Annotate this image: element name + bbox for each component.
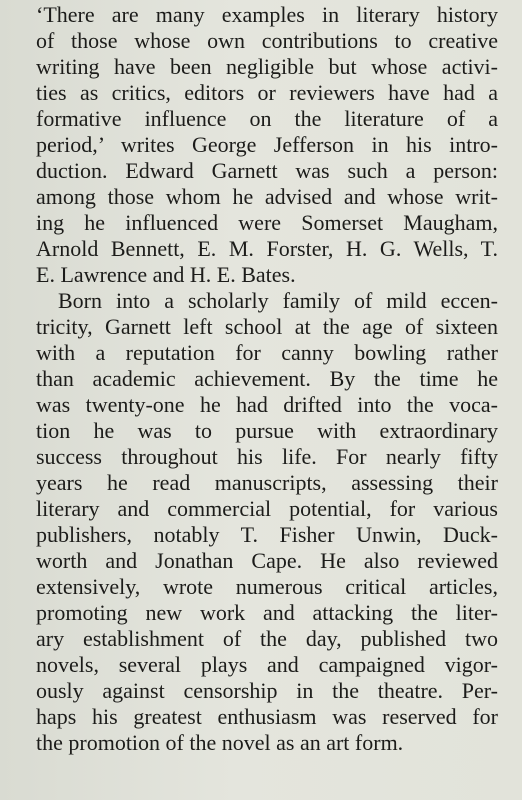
text-line: ‘There are many examples in literary history [36,2,498,27]
text-line: ary establishment of the day, published two [36,626,498,651]
text-line: among those whom he advised and whose writ- [36,184,498,209]
text-line: tricity, Garnett left school at the age of sixteen [36,314,498,339]
text-line: years he read manuscripts, assessing their [36,470,498,495]
text-line: formative influence on the literature of a [36,106,498,131]
text-line: worth and Jonathan Cape. He also reviewed [36,548,498,573]
text-line: than academic achievement. By the time he [36,366,498,391]
text-line: the promotion of the novel as an art form. [36,730,404,755]
cropped-next-line [0,793,522,800]
text-line: publishers, notably T. Fisher Unwin, Duck- [36,522,498,547]
text-line: success throughout his life. For nearly fifty [36,444,498,469]
text-line: ties as critics, editors or reviewers have had a [36,80,498,105]
text-line: literary and commercial potential, for various [36,496,498,521]
text-line: period,’ writes George Jefferson in his intro- [36,132,498,157]
text-line: promoting new work and attacking the liter- [36,600,498,625]
text-line: with a reputation for canny bowling rather [36,340,498,365]
text-line: haps his greatest enthusiasm was reserved for [36,704,498,729]
text-line: duction. Edward Garnett was such a person: [36,158,498,183]
text-line: was twenty-one he had drifted into the voca- [36,392,498,417]
text-line: writing have been negligible but whose activi- [36,54,498,79]
cropped-text-fragment [58,793,498,800]
text-line: ing he influenced were Somerset Maugham, [36,210,498,235]
text-line: E. Lawrence and H. E. Bates. [36,262,296,287]
text-line: extensively, wrote numerous critical articles, [36,574,498,599]
text-line: novels, several plays and campaigned vigor- [36,652,498,677]
text-line: tion he was to pursue with extraordinary [36,418,498,443]
text-line: Born into a scholarly family of mild eccen- [58,288,498,313]
text-line: of those whose own contributions to creative [36,28,498,53]
text-line: Arnold Bennett, E. M. Forster, H. G. Wells, T. [36,236,498,261]
text-line: ously against censorship in the theatre. Per- [36,678,498,703]
